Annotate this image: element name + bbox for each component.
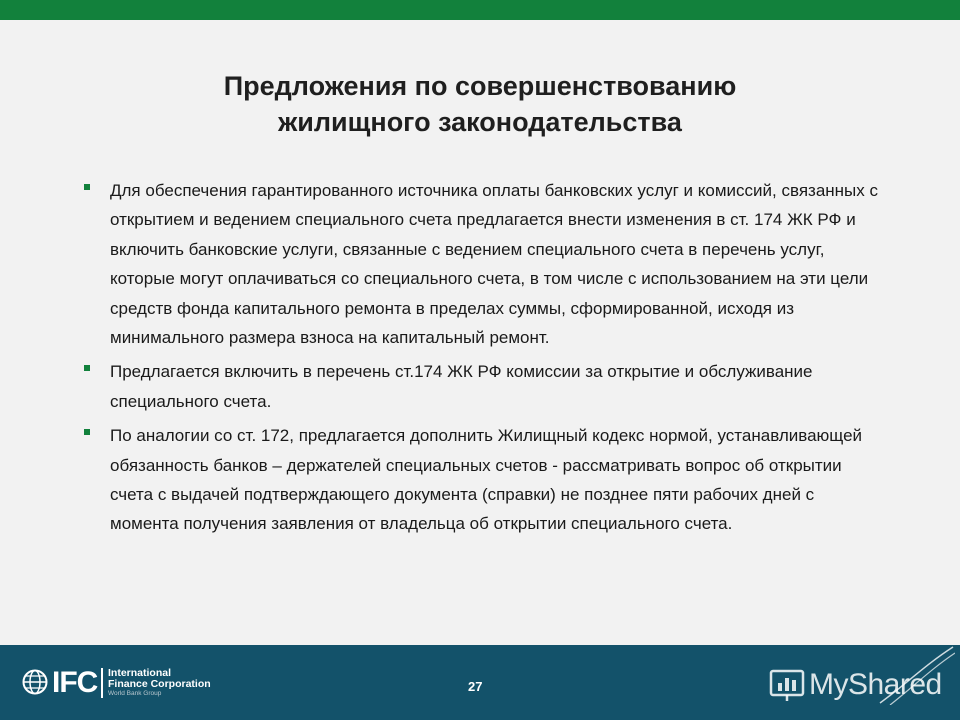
bullet-list (84, 176, 884, 544)
ifc-wordmark: IFC (52, 666, 98, 699)
org-name-line-1: International (108, 667, 172, 679)
square-bullet-icon (84, 365, 90, 371)
bullet-item (84, 421, 884, 539)
org-name-line-2: Finance Corporation (108, 678, 211, 690)
org-name (108, 668, 211, 690)
org-subtitle: World Bank Group (108, 690, 162, 697)
footer-bar (0, 645, 960, 720)
bullet-text: Предлагается включить в перечень ст.174 ЖК РФ комиссии за открытие и обслуживание специального счета. (110, 362, 813, 411)
presentation-icon (769, 669, 805, 703)
square-bullet-icon (84, 184, 90, 190)
bullet-item (84, 176, 884, 352)
logo-divider (101, 668, 103, 698)
bullet-item (84, 357, 884, 416)
title-line-2: жилищного законодательства (278, 107, 682, 137)
title-line-1: Предложения по совершенствованию (223, 71, 737, 101)
top-accent-bar (0, 0, 960, 20)
watermark-text: MyShared (809, 668, 942, 701)
globe-icon (22, 669, 48, 695)
square-bullet-icon (84, 429, 90, 435)
bullet-text: Для обеспечения гарантированного источника оплаты банковских услуг и комиссий, связанных с открытием и ведением специального счета предлагается внести изменения в ст. 174 ЖК РФ и включить банковские услуги, связанные с ведением специального счета в перечень услуг, которые могут оплачиваться со специального счета, в том числе с использованием на эти цели средств фонда капитального ремонта в пределах суммы, сформированной, исходя из минимального размера взноса на капитальный ремонт. (110, 181, 878, 348)
swoosh-icon (875, 645, 955, 705)
page-number: 27 (468, 679, 483, 694)
bullet-text: По аналогии со ст. 172, предлагается дополнить Жилищный кодекс нормой, устанавливающей обязанность банков – держателей специальных счетов - рассматривать вопрос об открытии счета с выдачей подтверждающего документа (справки) не позднее пяти рабочих дней с момента получения заявления от владельца об открытии специального счета. (110, 426, 863, 534)
myshared-watermark (765, 653, 955, 713)
ifc-logo (22, 666, 232, 700)
slide-title (0, 68, 960, 140)
